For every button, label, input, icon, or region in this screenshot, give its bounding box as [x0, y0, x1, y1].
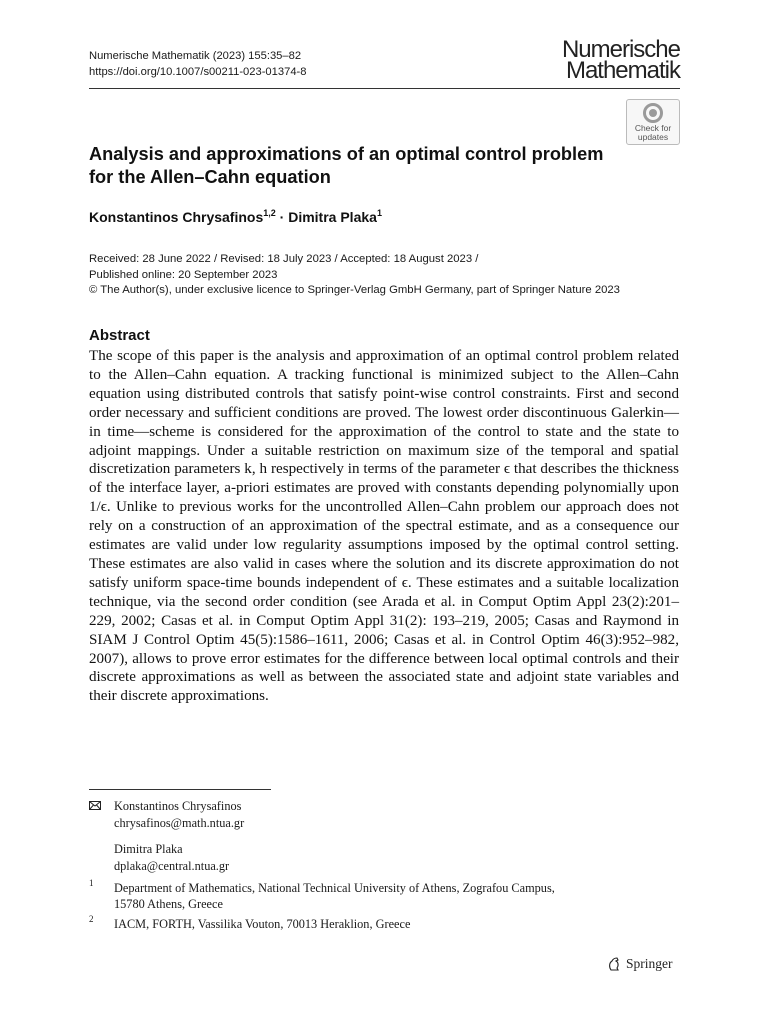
corresponding-author-name: Konstantinos Chrysafinos	[114, 799, 242, 813]
journal-logo-line1: Numerische	[561, 36, 680, 63]
affiliation-number: 1	[89, 878, 94, 888]
abstract-text: The scope of this paper is the analysis and approximation of an optimal control problem related to the Allen–Cahn equation. A tracking functional is minimized subject to the Allen–Cahn equation using distributed controls that satisfy point-wise control constraints. First and second order necessary and sufficient conditions are proved. The lowest order discontinuous Galerkin—in time—scheme is considered for the approximation of the control to state and the state to adjoint mappings. Under a suitable restriction on maximum size of the temporal and spatial discretization parameters k, h respectively in terms of the parameter ϵ that describes the thickness of the interface layer, a-priori estimates are proved with constants depending polynomially upon 1/ϵ. Unlike to previous works for the uncontrolled Allen–Cahn problem our approach does not rely on a construction of an approximation of the spectral estimate, and as a consequence our estimates are valid under low regularity assumptions imposed by the optimal control setting. These estimates are also valid in cases where the solution and its discrete approximation do not satisfy uniform space-time bounds independent of ϵ. These estimates and a suitable localization technique, via the second order condition (see Arada et al. in Comput Optim Appl 23(2):201–229, 2002; Casas et al. in Comput Optim Appl 31(2): 193–219, 2005; Casas and Raymond in SIAM J Control Optim 45(5):1586–1611, 2006; Casas et al. in Control Optim 46(3):952–982, 2007), allows to prove error estimates for the difference between local optimal controls and their discrete approximations as well as between the associated state and adjoint state variables and their discrete approximations.	[89, 348, 679, 705]
journal-logo	[540, 36, 680, 84]
doi-link[interactable]: https://doi.org/10.1007/s00211-023-01374-8	[89, 65, 307, 78]
copyright-line: © The Author(s), under exclusive licence to Springer-Verlag GmbH Germany, part of Springer Nature 2023	[89, 284, 620, 296]
corresponding-author-email[interactable]: chrysafinos@math.ntua.gr	[114, 816, 245, 830]
journal-citation: Numerische Mathematik (2023) 155:35–82	[89, 50, 302, 62]
author-name[interactable]: Konstantinos Chrysafinos	[89, 209, 264, 225]
author-list	[89, 208, 382, 225]
publication-history	[89, 252, 689, 299]
check-for-updates-badge[interactable]	[626, 99, 680, 145]
abstract-heading: Abstract	[89, 327, 150, 344]
author-affiliation-marker: 1	[376, 208, 382, 218]
abstract-body	[89, 347, 679, 706]
corresponding-author-name: Dimitra Plaka	[114, 842, 183, 856]
affiliation-2: IACM, FORTH, Vassilika Vouton, 70013 Heraklion, Greece	[114, 917, 411, 931]
publisher-logo	[606, 956, 673, 972]
publisher-name: Springer	[626, 956, 673, 971]
header-citation-block	[89, 49, 307, 80]
author-name[interactable]: Dimitra Plaka	[288, 209, 377, 225]
author-separator: ·	[275, 209, 289, 225]
check-updates-icon	[643, 103, 663, 123]
corresponding-authors	[114, 798, 244, 875]
article-title: Analysis and approximations of an optimal control problem for the Allen–Cahn equation	[89, 144, 604, 187]
dates-line: Published online: 20 September 2023	[89, 268, 278, 281]
affiliation-number: 2	[89, 914, 94, 924]
envelope-icon	[89, 801, 101, 810]
affiliation-1: Department of Mathematics, National Technical University of Athens, Zografou Campus, 15780 Athens, Greece	[114, 881, 555, 911]
journal-logo-line2: Mathematik	[565, 57, 680, 84]
dates-line: Received: 28 June 2022 / Revised: 18 July 2023 / Accepted: 18 August 2023 /	[89, 253, 479, 265]
springer-horse-icon	[606, 956, 622, 972]
header-divider	[89, 88, 680, 89]
author-affiliation-marker: 1,2	[263, 208, 276, 218]
check-updates-label: Check for updates	[634, 123, 672, 142]
corresponding-author-email[interactable]: dplaka@central.ntua.gr	[114, 859, 230, 873]
footnote-divider	[89, 789, 271, 790]
